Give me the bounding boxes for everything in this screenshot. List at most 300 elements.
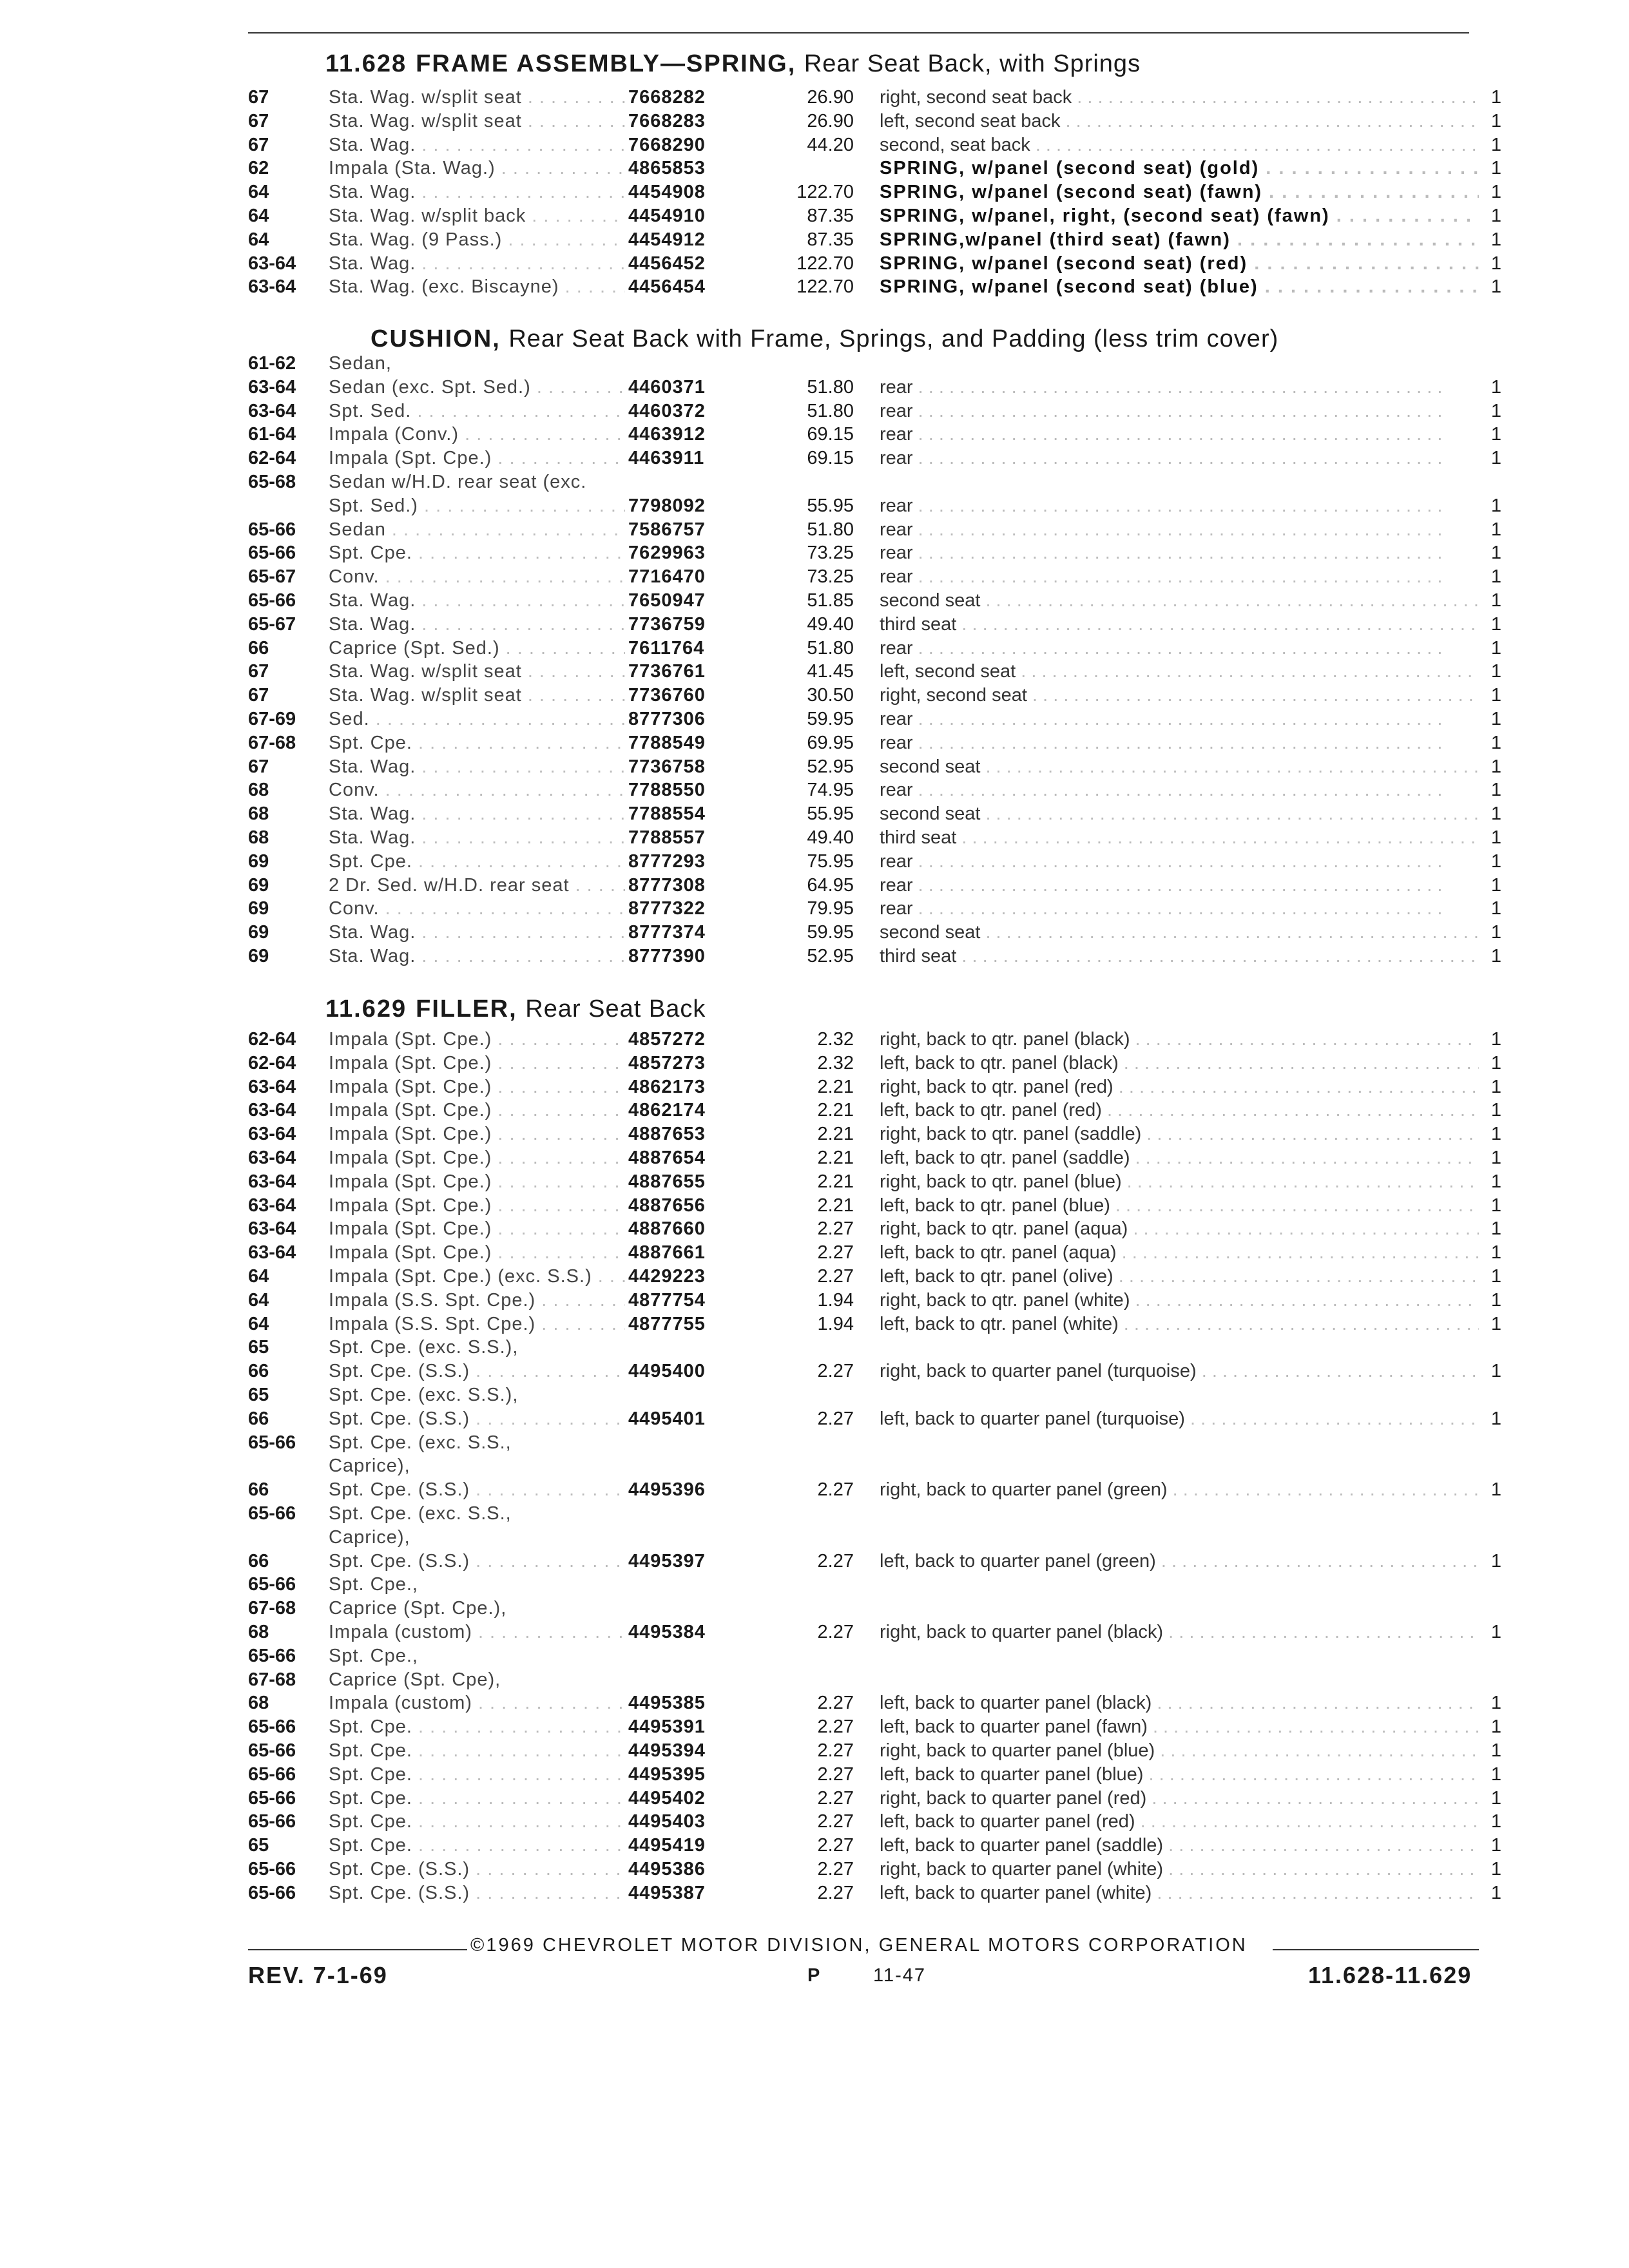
parts-row — [0, 377, 1629, 401]
quantity: 1 — [1490, 1408, 1501, 1429]
quantity: 1 — [1490, 1763, 1501, 1785]
part-description: left, back to qtr. panel (saddle) . . . — [880, 1148, 1479, 1169]
parts-row — [0, 87, 1629, 111]
part-description: third seat . . . — [880, 827, 1479, 849]
list-price: 44.20 — [807, 134, 854, 155]
list-price: 74.95 — [807, 780, 854, 801]
list-price: 87.35 — [807, 229, 854, 250]
model-year: 65-67 — [248, 613, 296, 635]
part-description: right, second seat . . . — [880, 685, 1479, 706]
part-description: left, back to quarter panel (turquoise) . . . — [880, 1408, 1479, 1430]
list-price: 2.27 — [817, 1242, 854, 1264]
model-description: Sta. Wag. . . . — [329, 182, 625, 203]
footer-rule-left — [248, 1949, 467, 1950]
quantity: 1 — [1490, 590, 1501, 611]
section-number: 11.629 — [325, 995, 407, 1023]
list-price: 2.27 — [817, 1716, 854, 1738]
list-price: 51.80 — [807, 519, 854, 540]
part-number: 4495387 — [628, 1882, 706, 1903]
list-price: 2.27 — [817, 1859, 854, 1879]
model-description: Impala (Spt. Cpe.) . . . — [329, 1077, 625, 1098]
parts-row — [0, 1242, 1629, 1266]
model-year: 64 — [248, 229, 269, 250]
model-year: 67 — [248, 756, 269, 777]
model-description: Sta. Wag. . . . — [329, 590, 625, 611]
quantity: 1 — [1490, 206, 1501, 226]
model-description: Impala (Spt. Cpe.) . . . — [329, 1053, 625, 1074]
list-price: 51.85 — [807, 590, 854, 611]
model-year: 65-66 — [248, 1882, 296, 1903]
model-year: 61-64 — [248, 424, 296, 445]
part-number: 8777306 — [628, 709, 706, 729]
model-year: 65 — [248, 1337, 269, 1358]
quantity: 1 — [1490, 1361, 1501, 1382]
parts-row — [0, 1456, 1629, 1479]
list-price: 2.27 — [817, 1882, 854, 1903]
quantity: 1 — [1490, 756, 1501, 777]
model-year: 63-64 — [248, 1124, 296, 1145]
model-description: Spt. Cpe. (exc. S.S., — [329, 1432, 512, 1453]
model-year: 65-66 — [248, 519, 296, 540]
model-year: 68 — [248, 1622, 269, 1642]
list-price: 2.27 — [817, 1218, 854, 1240]
model-description: Spt. Cpe. (S.S.) . . . — [329, 1408, 625, 1430]
model-description: Impala (Spt. Cpe.) . . . — [329, 1195, 625, 1216]
parts-row — [0, 111, 1629, 135]
model-year: 68 — [248, 803, 269, 825]
model-description: Spt. Cpe. . . . — [329, 733, 625, 754]
parts-row — [0, 709, 1629, 733]
model-description: Sta. Wag. w/split seat . . . — [329, 661, 625, 682]
model-description: Spt. Cpe. . . . — [329, 1764, 625, 1785]
part-description: SPRING, w/panel (second seat) (red) . . . — [880, 253, 1479, 274]
list-price: 49.40 — [807, 827, 854, 848]
model-description: Impala (Conv.) . . . — [329, 424, 625, 445]
model-description: Spt. Cpe. . . . — [329, 543, 625, 564]
part-description: right, back to quarter panel (black) . . . — [880, 1622, 1479, 1643]
model-description: Spt. Cpe. (S.S.) . . . — [329, 1859, 625, 1880]
parts-row — [0, 827, 1629, 851]
quantity: 1 — [1490, 1195, 1501, 1216]
list-price: 73.25 — [807, 566, 854, 588]
part-description: left, back to qtr. panel (olive) . . . — [880, 1266, 1479, 1287]
part-description: second seat . . . — [880, 803, 1479, 825]
parts-row — [0, 1053, 1629, 1077]
part-number: 7611764 — [628, 637, 705, 658]
part-description: left, back to qtr. panel (white) . . . — [880, 1314, 1479, 1335]
parts-row — [0, 1503, 1629, 1527]
model-description: Sta. Wag. . . . — [329, 135, 625, 156]
model-year: 64 — [248, 1266, 269, 1287]
model-description: Sta. Wag. . . . — [329, 756, 625, 778]
list-price: 73.25 — [807, 543, 854, 564]
part-description: second seat . . . — [880, 756, 1479, 778]
part-number: 4463911 — [628, 448, 705, 469]
model-description: Impala (S.S. Spt. Cpe.) . . . — [329, 1290, 625, 1311]
model-description: Caprice (Spt. Cpe.), — [329, 1598, 507, 1619]
quantity: 1 — [1490, 1171, 1501, 1192]
model-description: Sta. Wag. . . . — [329, 827, 625, 849]
part-number: 4463912 — [628, 424, 706, 445]
part-description: rear . . . — [880, 780, 1479, 801]
section-title: FRAME ASSEMBLY—SPRING, — [416, 50, 796, 77]
parts-row — [0, 851, 1629, 875]
parts-row — [0, 1693, 1629, 1716]
part-number: 8777293 — [628, 850, 706, 872]
parts-row — [0, 1171, 1629, 1195]
model-description: Sta. Wag. w/split back . . . — [329, 206, 625, 227]
model-year: 63-64 — [248, 400, 296, 421]
model-description: Spt. Cpe. (S.S.) . . . — [329, 1361, 625, 1382]
part-description: rear . . . — [880, 875, 1479, 896]
parts-row — [0, 135, 1629, 159]
quantity: 1 — [1490, 229, 1501, 250]
parts-row — [0, 1124, 1629, 1148]
quantity: 1 — [1490, 448, 1501, 469]
model-description: Spt. Cpe. (exc. S.S.), — [329, 1337, 519, 1358]
parts-row — [0, 1716, 1629, 1740]
part-number: 7668290 — [628, 134, 706, 155]
model-year: 65-66 — [248, 1859, 296, 1879]
part-description: left, back to quarter panel (fawn) . . . — [880, 1716, 1479, 1738]
model-year: 65-66 — [248, 1763, 296, 1785]
model-description: Caprice (Spt. Cpe), — [329, 1669, 501, 1690]
part-number: 4877755 — [628, 1313, 706, 1334]
list-price: 51.80 — [807, 637, 854, 658]
quantity: 1 — [1490, 827, 1501, 848]
model-year: 65-66 — [248, 543, 296, 564]
section-range: 11.628-11.629 — [1308, 1962, 1472, 1988]
model-year: 67 — [248, 661, 269, 682]
parts-row — [0, 1029, 1629, 1053]
list-price: 122.70 — [796, 276, 854, 298]
model-description: Spt. Cpe. . . . — [329, 851, 625, 872]
part-number: 4887654 — [628, 1148, 706, 1168]
section-number: 11.628 — [325, 50, 407, 77]
quantity: 1 — [1490, 946, 1501, 966]
quantity: 1 — [1490, 543, 1501, 564]
model-year: 63-64 — [248, 1218, 296, 1240]
parts-row — [0, 1195, 1629, 1219]
model-description: Sta. Wag. . . . — [329, 803, 625, 825]
parts-row — [0, 922, 1629, 946]
part-number: 7736761 — [628, 661, 706, 682]
model-year: 69 — [248, 898, 269, 919]
list-price: 51.80 — [807, 400, 854, 421]
part-description: rear . . . — [880, 851, 1479, 872]
model-description: Spt. Cpe. (exc. S.S.), — [329, 1385, 519, 1405]
parts-row — [0, 1669, 1629, 1693]
part-description: right, back to qtr. panel (white) . . . — [880, 1290, 1479, 1311]
parts-row — [0, 685, 1629, 709]
model-year: 65-66 — [248, 1811, 296, 1832]
parts-row — [0, 566, 1629, 590]
quantity: 1 — [1490, 1740, 1501, 1761]
quantity: 1 — [1490, 495, 1501, 516]
quantity: 1 — [1490, 1076, 1501, 1097]
part-description: third seat . . . — [880, 946, 1479, 967]
part-number: 4495395 — [628, 1763, 706, 1785]
parts-row — [0, 1100, 1629, 1124]
part-number: 4495419 — [628, 1835, 706, 1856]
quantity: 1 — [1490, 1052, 1501, 1073]
parts-row — [0, 472, 1629, 495]
parts-row — [0, 519, 1629, 543]
quantity: 1 — [1490, 1313, 1501, 1334]
quantity: 1 — [1490, 276, 1501, 298]
quantity: 1 — [1490, 1100, 1501, 1121]
part-number: 7736760 — [628, 685, 706, 706]
quantity: 1 — [1490, 1550, 1501, 1571]
top-rule — [248, 32, 1469, 34]
model-year: 65-66 — [248, 1645, 296, 1666]
parts-row — [0, 733, 1629, 756]
model-year: 63-64 — [248, 1195, 296, 1216]
model-description: Spt. Cpe. . . . — [329, 1811, 625, 1832]
part-number: 7650947 — [628, 590, 706, 611]
list-price: 2.21 — [817, 1195, 854, 1216]
page-letter: P — [807, 1965, 820, 1986]
parts-row — [0, 661, 1629, 685]
parts-row — [0, 1432, 1629, 1456]
parts-row — [0, 495, 1629, 519]
parts-row — [0, 946, 1629, 970]
part-number: 7668282 — [628, 87, 706, 108]
section-heading-frame-assembly — [325, 50, 1141, 78]
part-description: SPRING, w/panel (second seat) (fawn) . . . — [880, 182, 1479, 203]
part-description: right, back to quarter panel (white) . . . — [880, 1859, 1479, 1880]
parts-row — [0, 1361, 1629, 1385]
quantity: 1 — [1490, 1622, 1501, 1642]
quantity: 1 — [1490, 182, 1501, 203]
model-description: Sedan (exc. Spt. Sed.) . . . — [329, 377, 625, 398]
quantity: 1 — [1490, 685, 1501, 706]
quantity: 1 — [1490, 780, 1501, 801]
model-year: 65-66 — [248, 1503, 296, 1524]
footer-rule-right — [1273, 1949, 1479, 1950]
part-number: 4862173 — [628, 1076, 706, 1097]
part-description: left, second seat back . . . — [880, 111, 1479, 132]
quantity: 1 — [1490, 613, 1501, 635]
parts-row — [0, 229, 1629, 253]
part-number: 4454912 — [628, 229, 706, 250]
model-description: Caprice), — [329, 1526, 410, 1548]
section-subtitle: Rear Seat Back with Frame, Springs, and Padding (less trim cover) — [508, 325, 1279, 352]
part-description: rear . . . — [880, 733, 1479, 754]
model-description: Impala (Spt. Cpe.) . . . — [329, 448, 625, 469]
part-number: 8777322 — [628, 898, 706, 919]
part-number: 4887656 — [628, 1195, 706, 1216]
parts-row — [0, 614, 1629, 638]
parts-row — [0, 1598, 1629, 1622]
model-year: 66 — [248, 1361, 269, 1382]
quantity: 1 — [1490, 376, 1501, 398]
list-price: 69.15 — [807, 448, 854, 469]
part-description: left, back to qtr. panel (black) . . . — [880, 1053, 1479, 1074]
parts-row — [0, 1148, 1629, 1171]
quantity: 1 — [1490, 732, 1501, 753]
part-description: left, back to qtr. panel (aqua) . . . — [880, 1242, 1479, 1264]
model-description: Sta. Wag. w/split seat . . . — [329, 685, 625, 706]
model-year: 63-64 — [248, 253, 296, 274]
parts-row — [0, 590, 1629, 614]
model-year: 63-64 — [248, 376, 296, 398]
list-price: 55.95 — [807, 803, 854, 825]
part-description: SPRING, w/panel (second seat) (blue) . . . — [880, 276, 1479, 298]
model-description: Impala (Spt. Cpe.) . . . — [329, 1218, 625, 1240]
part-number: 7736758 — [628, 756, 706, 777]
part-number: 4495400 — [628, 1361, 706, 1382]
model-description: Impala (custom) . . . — [329, 1622, 625, 1643]
part-description: rear . . . — [880, 638, 1479, 659]
parts-row — [0, 756, 1629, 780]
model-year: 63-64 — [248, 1171, 296, 1192]
parts-row — [0, 1622, 1629, 1646]
part-description: rear . . . — [880, 543, 1479, 564]
part-description: SPRING, w/panel (second seat) (gold) . . . — [880, 158, 1479, 179]
part-description: rear . . . — [880, 401, 1479, 422]
model-description: Sedan . . . — [329, 519, 625, 541]
list-price: 1.94 — [817, 1313, 854, 1334]
model-year: 64 — [248, 182, 269, 203]
model-description: Conv. . . . — [329, 780, 625, 801]
list-price: 69.95 — [807, 732, 854, 753]
model-year: 63-64 — [248, 1148, 296, 1168]
quantity: 1 — [1490, 519, 1501, 540]
model-description: Sta. Wag. w/split seat . . . — [329, 111, 625, 132]
list-price: 49.40 — [807, 613, 854, 635]
parts-row — [0, 448, 1629, 472]
model-year: 65 — [248, 1835, 269, 1856]
model-year: 63-64 — [248, 1242, 296, 1264]
model-description: Caprice (Spt. Sed.) . . . — [329, 638, 625, 659]
part-number: 4877754 — [628, 1289, 706, 1311]
list-price: 2.21 — [817, 1148, 854, 1168]
model-year: 68 — [248, 827, 269, 848]
part-number: 7629963 — [628, 543, 706, 564]
quantity: 1 — [1490, 424, 1501, 445]
quantity: 1 — [1490, 87, 1501, 108]
part-number: 4857272 — [628, 1029, 706, 1050]
part-number: 4495397 — [628, 1550, 706, 1571]
quantity: 1 — [1490, 1148, 1501, 1168]
model-year: 65-66 — [248, 590, 296, 611]
model-year: 62-64 — [248, 1052, 296, 1073]
parts-row — [0, 1740, 1629, 1764]
list-price: 2.27 — [817, 1408, 854, 1429]
parts-row — [0, 1527, 1629, 1551]
part-number: 4456454 — [628, 276, 706, 298]
parts-row — [0, 1077, 1629, 1100]
list-price: 52.95 — [807, 756, 854, 777]
part-description: second seat . . . — [880, 590, 1479, 611]
model-year: 63-64 — [248, 1100, 296, 1121]
quantity: 1 — [1490, 1882, 1501, 1903]
part-number: 7736759 — [628, 613, 706, 635]
part-description: left, back to quarter panel (green) . . . — [880, 1551, 1479, 1572]
parts-row — [0, 206, 1629, 229]
parts-row — [0, 803, 1629, 827]
parts-row — [0, 543, 1629, 566]
part-number: 4857273 — [628, 1052, 706, 1073]
model-year: 65-67 — [248, 566, 296, 588]
model-description: Impala (S.S. Spt. Cpe.) . . . — [329, 1314, 625, 1335]
model-description: Sed. . . . — [329, 709, 625, 730]
part-description: left, back to qtr. panel (red) . . . — [880, 1100, 1479, 1121]
part-description: left, back to quarter panel (blue) . . . — [880, 1764, 1479, 1785]
copyright-notice: ©1969 CHEVROLET MOTOR DIVISION, GENERAL MOTORS CORPORATION — [470, 1935, 1248, 1956]
model-description: Spt. Sed.) . . . — [329, 495, 625, 517]
parts-row — [0, 1479, 1629, 1503]
model-description: Impala (Sta. Wag.) . . . — [329, 158, 625, 179]
parts-row — [0, 1788, 1629, 1812]
quantity: 1 — [1490, 1289, 1501, 1311]
list-price: 1.94 — [817, 1289, 854, 1311]
model-description: Spt. Cpe. (S.S.) . . . — [329, 1883, 625, 1904]
model-description: Spt. Cpe. . . . — [329, 1716, 625, 1738]
list-price: 2.21 — [817, 1171, 854, 1192]
part-number: 4865853 — [628, 158, 706, 179]
quantity: 1 — [1490, 874, 1501, 896]
list-price: 59.95 — [807, 709, 854, 729]
part-description: left, back to quarter panel (black) . . . — [880, 1693, 1479, 1714]
model-year: 64 — [248, 206, 269, 226]
model-description: Spt. Cpe., — [329, 1574, 418, 1595]
part-number: 8777308 — [628, 874, 706, 896]
quantity: 1 — [1490, 1029, 1501, 1050]
model-description: Conv. . . . — [329, 898, 625, 919]
model-description: Spt. Sed. . . . — [329, 401, 625, 422]
part-number: 4495396 — [628, 1479, 706, 1501]
part-number: 4429223 — [628, 1266, 706, 1287]
quantity: 1 — [1490, 1242, 1501, 1264]
model-year: 65-66 — [248, 1716, 296, 1738]
model-year: 65-66 — [248, 1574, 296, 1595]
part-number: 4495391 — [628, 1716, 706, 1738]
model-description: Spt. Cpe. (S.S.) . . . — [329, 1479, 625, 1501]
list-price: 122.70 — [796, 253, 854, 274]
list-price: 2.32 — [817, 1052, 854, 1073]
part-number: 4495401 — [628, 1408, 706, 1429]
model-description: Sta. Wag. . . . — [329, 614, 625, 635]
model-year: 62-64 — [248, 1029, 296, 1050]
list-price: 2.27 — [817, 1740, 854, 1761]
quantity: 1 — [1490, 922, 1501, 943]
parts-row — [0, 1385, 1629, 1408]
quantity: 1 — [1490, 566, 1501, 588]
part-number: 8777374 — [628, 922, 706, 943]
list-price: 2.27 — [817, 1479, 854, 1501]
model-year: 67-68 — [248, 1598, 296, 1619]
model-year: 69 — [248, 874, 269, 896]
model-year: 69 — [248, 850, 269, 872]
quantity: 1 — [1490, 400, 1501, 421]
model-year: 67-68 — [248, 1669, 296, 1690]
model-year: 63-64 — [248, 276, 296, 298]
part-description: second, seat back . . . — [880, 135, 1479, 156]
quantity: 1 — [1490, 1266, 1501, 1287]
quantity: 1 — [1490, 253, 1501, 274]
part-number: 4887655 — [628, 1171, 706, 1192]
quantity: 1 — [1490, 1693, 1501, 1714]
part-number: 4495402 — [628, 1787, 706, 1809]
model-description: Spt. Cpe. . . . — [329, 1788, 625, 1809]
part-description: SPRING,w/panel (third seat) (fawn) . . . — [880, 229, 1479, 251]
part-description: right, second seat back . . . — [880, 87, 1479, 108]
part-number: 4495386 — [628, 1859, 706, 1879]
model-year: 64 — [248, 1289, 269, 1311]
parts-row — [0, 1811, 1629, 1835]
